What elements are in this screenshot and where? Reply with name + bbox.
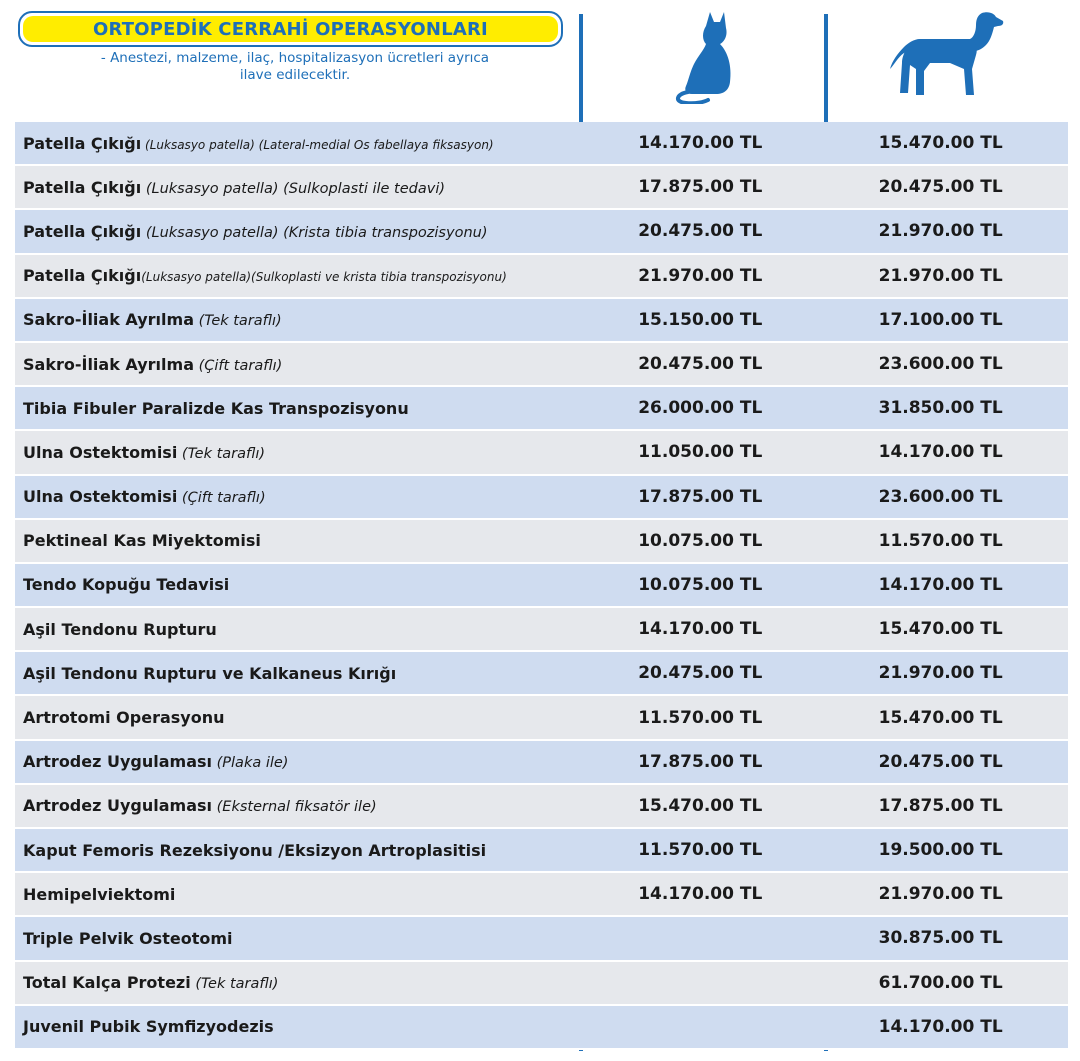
cat-price: 26.000.00 TL (638, 398, 763, 419)
operation-note: (Eksternal fiksatör ile) (212, 799, 377, 816)
operation-name: Ulna Ostektomisi (23, 442, 178, 462)
operation-name: Patella Çıkığı (23, 266, 142, 286)
operation-name: Sakro-İliak Ayrılma (23, 310, 194, 330)
table-row (15, 255, 1068, 299)
cat-price: 17.875.00 TL (638, 486, 763, 507)
dog-price: 20.475.00 TL (878, 751, 1003, 772)
operation-cell (15, 178, 583, 197)
cat-price: 14.170.00 TL (638, 133, 763, 154)
operation-name: Tendo Kopuğu Tedavisi (23, 575, 230, 595)
subtitle-note (60, 50, 530, 84)
operation-note: (Çift taraflı) (193, 357, 283, 374)
table-row (15, 696, 1068, 740)
operation-name: Tibia Fibuler Paralizde Kas Transpozisyonu (23, 398, 409, 418)
dog-price: 11.570.00 TL (878, 530, 1003, 551)
cat-price: 17.875.00 TL (638, 751, 763, 772)
cat-price: 20.475.00 TL (638, 221, 763, 242)
operation-name: Artrodez Uygulaması (23, 752, 213, 772)
operation-note: (Luksasyo patella) (Lateral-medial Os fabellaya fiksasyon) (141, 137, 494, 152)
operation-cell (15, 929, 583, 948)
operation-cell (15, 796, 583, 815)
dog-price: 19.500.00 TL (878, 840, 1003, 861)
operation-note: (Tek taraflı) (177, 445, 266, 462)
operation-note: (Tek taraflı) (193, 313, 282, 330)
cat-price: 10.075.00 TL (638, 530, 763, 551)
operation-cell (15, 841, 583, 860)
dog-price: 23.600.00 TL (878, 354, 1003, 375)
table-row (15, 873, 1068, 917)
operation-note: (Luksasyo patella) (Sulkoplasti ile tedavi) (141, 180, 446, 197)
operation-cell (15, 399, 583, 418)
dog-price: 21.970.00 TL (878, 884, 1003, 905)
cat-price: 11.050.00 TL (638, 442, 763, 463)
cat-price: 20.475.00 TL (638, 663, 763, 684)
operation-name: Hemipelviektomi (23, 884, 176, 904)
operation-cell (15, 310, 583, 329)
table-row (15, 785, 1068, 829)
table-row (15, 210, 1068, 254)
cat-icon (672, 8, 732, 104)
dog-price: 30.875.00 TL (878, 928, 1003, 949)
dog-price: 15.470.00 TL (878, 133, 1003, 154)
dog-price: 17.100.00 TL (878, 309, 1003, 330)
dog-price: 14.170.00 TL (878, 574, 1003, 595)
cat-price: 10.075.00 TL (638, 574, 763, 595)
operation-cell (15, 443, 583, 462)
subtitle-line-1: - Anestezi, malzeme, ilaç, hospitalizasyon ücretleri ayrıca (100, 50, 490, 66)
dog-icon (890, 9, 1005, 98)
operation-name: Patella Çıkığı (23, 177, 142, 197)
operation-name: Pektineal Kas Miyektomisi (23, 531, 261, 551)
dog-price: 21.970.00 TL (878, 265, 1003, 286)
price-table (15, 122, 1068, 1050)
table-row (15, 917, 1068, 961)
operation-note: (Çift taraflı) (177, 490, 266, 507)
dog-price: 21.970.00 TL (878, 663, 1003, 684)
operation-name: Aşil Tendonu Rupturu ve Kalkaneus Kırığı (23, 663, 397, 683)
table-row (15, 1006, 1068, 1050)
dog-price: 15.470.00 TL (878, 707, 1003, 728)
cat-price: 14.170.00 TL (638, 619, 763, 640)
dog-price: 21.970.00 TL (878, 221, 1003, 242)
table-row (15, 166, 1068, 210)
operation-cell (15, 1017, 583, 1036)
cat-price: 11.570.00 TL (638, 707, 763, 728)
table-row (15, 652, 1068, 696)
operation-cell (15, 355, 583, 374)
operation-cell (15, 266, 583, 285)
dog-price: 23.600.00 TL (878, 486, 1003, 507)
operation-name: Artrotomi Operasyonu (23, 708, 225, 728)
operation-cell (15, 973, 583, 992)
cat-price: 20.475.00 TL (638, 354, 763, 375)
dog-price: 15.470.00 TL (878, 619, 1003, 640)
operation-name: Total Kalça Protezi (23, 973, 191, 993)
table-row (15, 387, 1068, 431)
operation-name: Sakro-İliak Ayrılma (23, 354, 194, 374)
dog-price: 20.475.00 TL (878, 177, 1003, 198)
operation-note: (Luksasyo patella) (Krista tibia transpozisyonu) (141, 224, 488, 241)
operation-cell (15, 575, 583, 594)
subtitle-line-2: ilave edilecektir. (239, 67, 351, 83)
operation-cell (15, 620, 583, 639)
operation-cell (15, 752, 583, 771)
dog-price: 14.170.00 TL (878, 1016, 1003, 1037)
operation-cell (15, 708, 583, 727)
operation-name: Aşil Tendonu Rupturu (23, 619, 217, 639)
cat-price: 21.970.00 TL (638, 265, 763, 286)
dog-price: 31.850.00 TL (878, 398, 1003, 419)
operation-cell (15, 134, 583, 153)
operation-name: Triple Pelvik Osteotomi (23, 928, 233, 948)
operation-name: Ulna Ostektomisi (23, 487, 178, 507)
table-row (15, 122, 1068, 166)
dog-price: 61.700.00 TL (878, 972, 1003, 993)
table-row (15, 431, 1068, 475)
table-row (15, 741, 1068, 785)
table-row (15, 564, 1068, 608)
operation-cell (15, 885, 583, 904)
operation-note: (Tek taraflı) (190, 976, 279, 993)
operation-cell (15, 222, 583, 241)
operation-cell (15, 664, 583, 683)
operation-name: Patella Çıkığı (23, 133, 142, 153)
cat-price: 11.570.00 TL (638, 840, 763, 861)
table-row (15, 608, 1068, 652)
dog-price: 17.875.00 TL (878, 795, 1003, 816)
operation-name: Artrodez Uygulaması (23, 796, 213, 816)
operation-note: (Plaka ile) (212, 755, 289, 772)
operation-cell (15, 487, 583, 506)
cat-price: 15.470.00 TL (638, 795, 763, 816)
cat-price: 15.150.00 TL (638, 309, 763, 330)
operation-note: (Luksasyo patella)(Sulkoplasti ve krista tibia transpozisyonu) (141, 270, 507, 285)
table-row (15, 829, 1068, 873)
operation-name: Kaput Femoris Rezeksiyonu /Eksizyon Artroplasitisi (23, 840, 487, 860)
table-row (15, 476, 1068, 520)
operation-name: Patella Çıkığı (23, 221, 142, 241)
operation-name: Juvenil Pubik Symfizyodezis (23, 1017, 274, 1037)
table-row (15, 962, 1068, 1006)
page-title: ORTOPEDİK CERRAHİ OPERASYONLARI (23, 16, 558, 42)
title-banner (18, 11, 563, 47)
operation-cell (15, 531, 583, 550)
table-row (15, 343, 1068, 387)
table-row (15, 299, 1068, 343)
cat-price: 14.170.00 TL (638, 884, 763, 905)
cat-price: 17.875.00 TL (638, 177, 763, 198)
table-row (15, 520, 1068, 564)
dog-price: 14.170.00 TL (878, 442, 1003, 463)
